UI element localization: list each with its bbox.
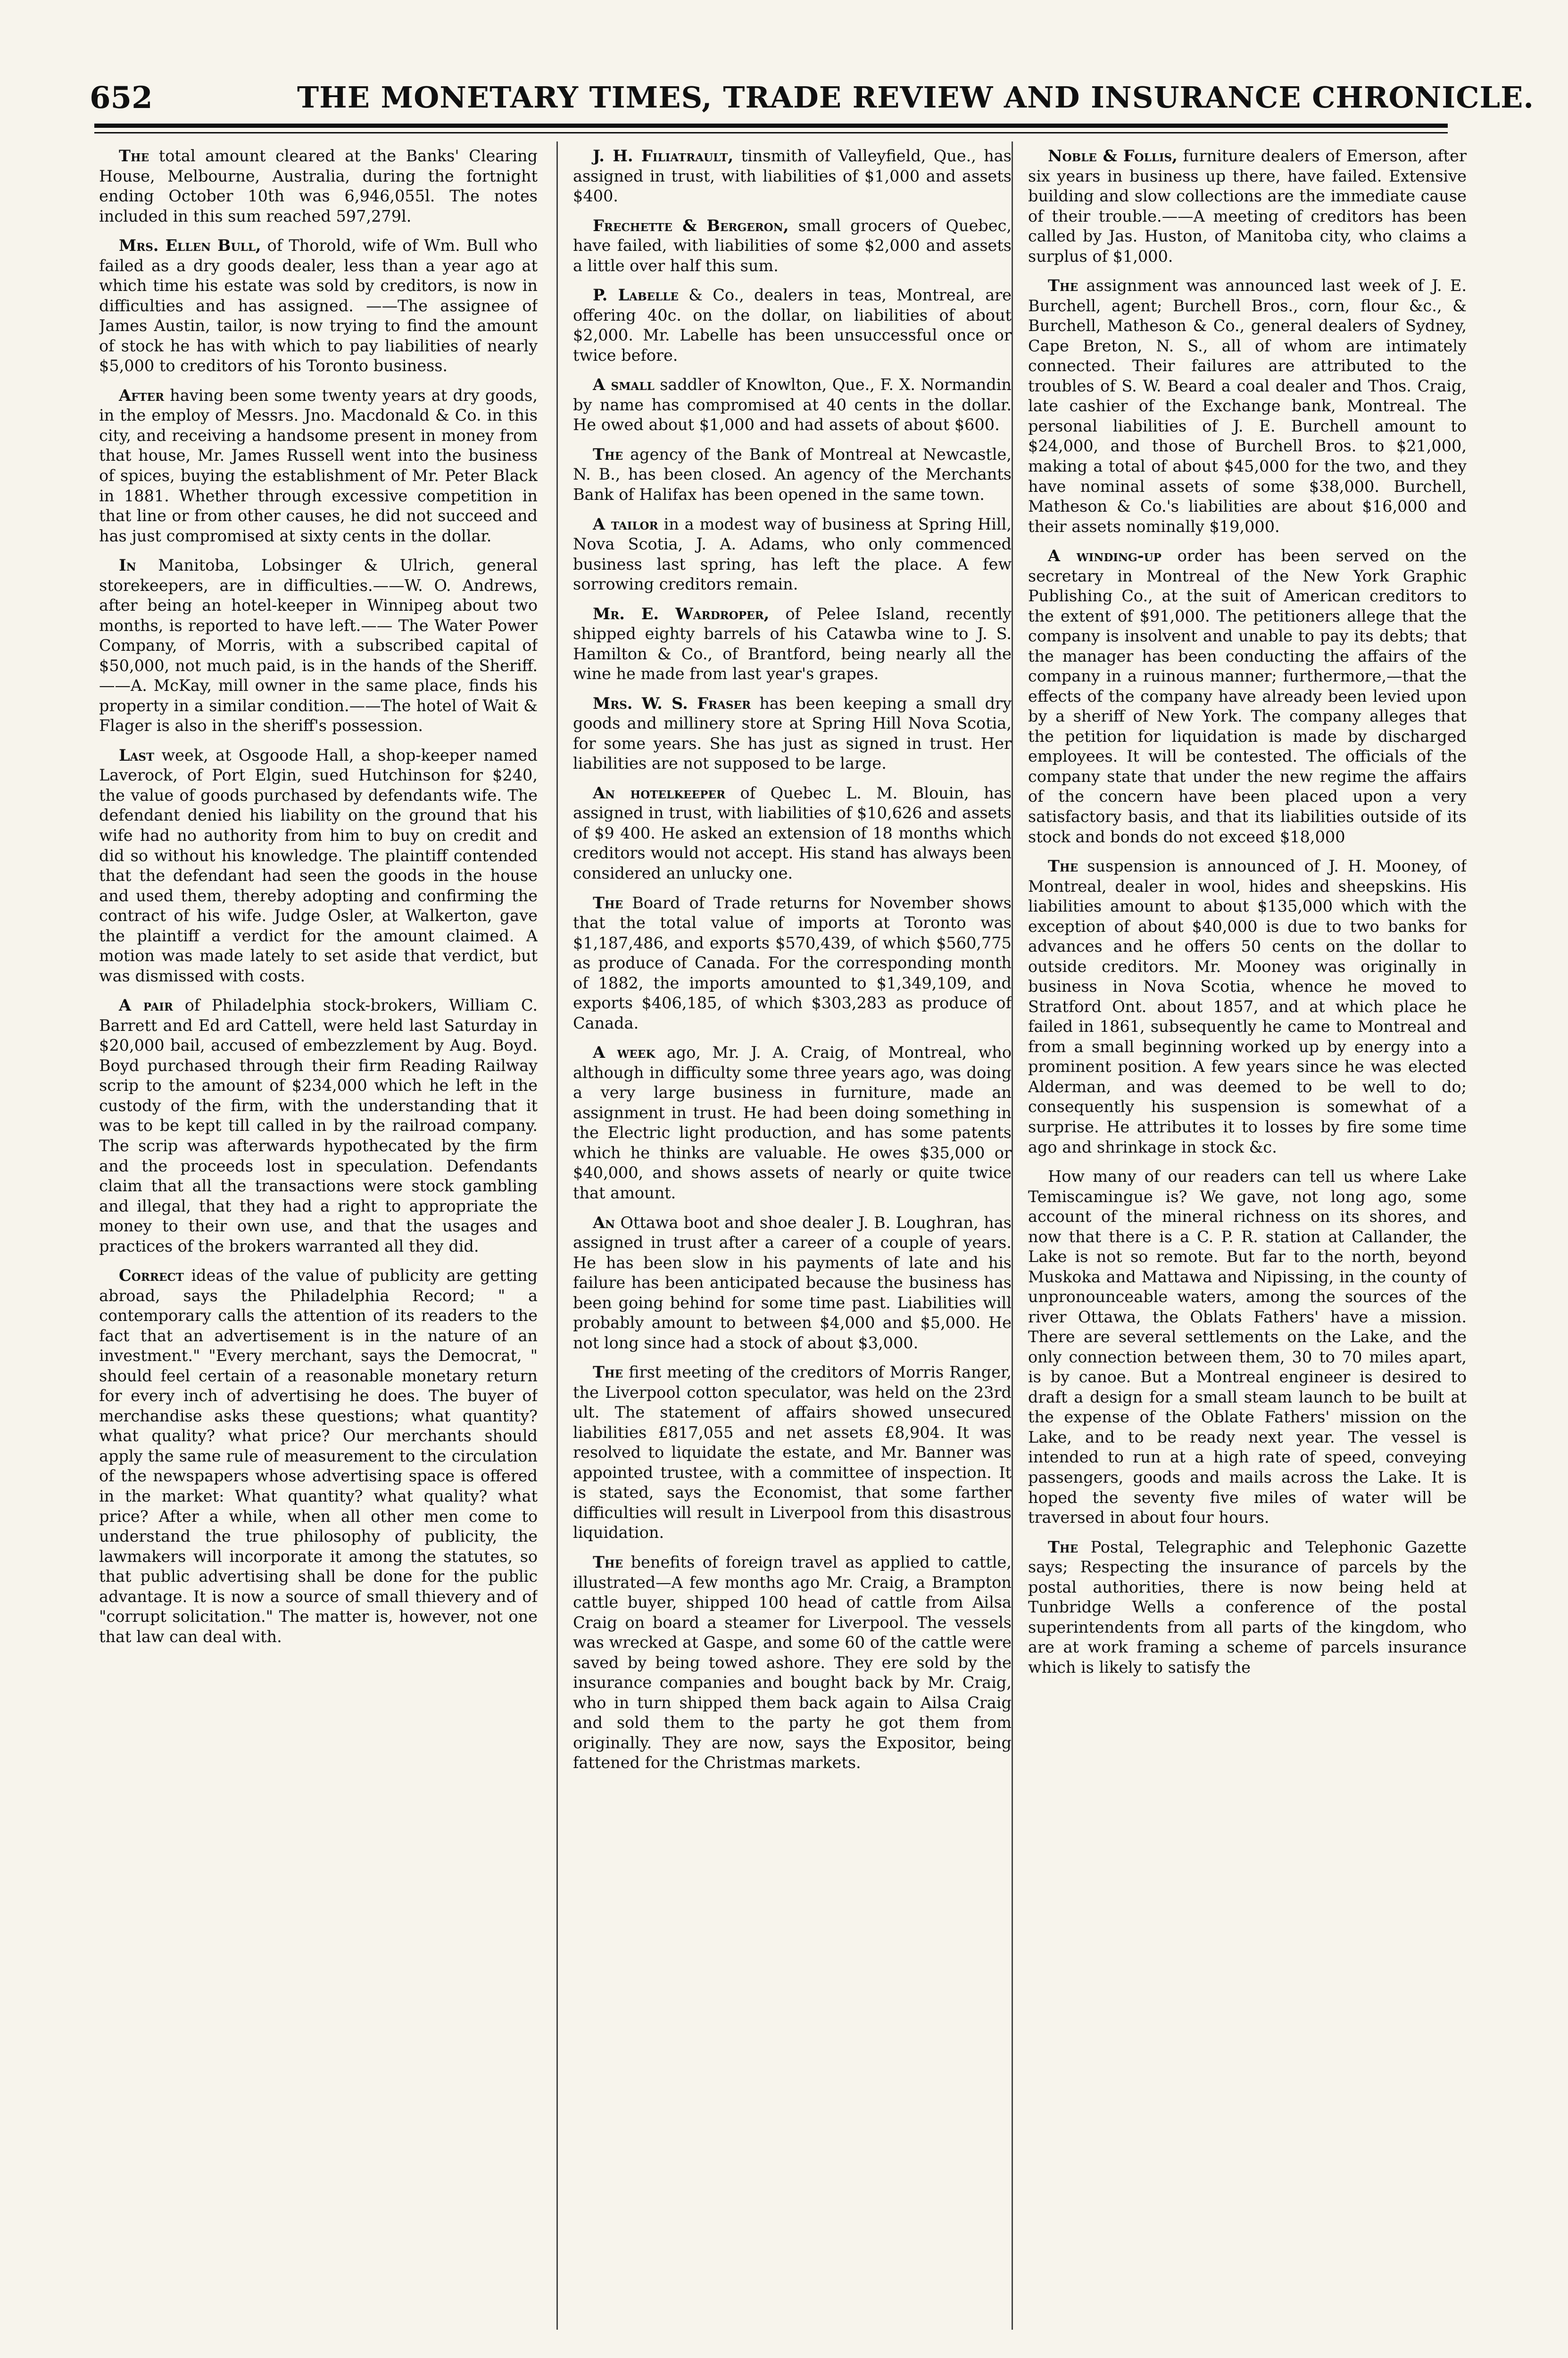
paragraph-lead: The	[593, 1363, 623, 1382]
article-paragraph	[99, 556, 538, 736]
paragraph-text: & Co., dealers in teas, Montreal, are offering 40c. on the dollar, on liabilities of about $2,000. Mr. Labelle has been unsuccessful once or twice before.	[573, 286, 1012, 365]
article-paragraph	[1028, 146, 1467, 266]
paragraph-lead: Mr. E. Wardroper,	[593, 604, 770, 623]
paragraph-lead: The	[119, 147, 149, 165]
paragraph-lead: Last	[119, 746, 155, 764]
paragraph-lead: The	[593, 893, 623, 912]
article-paragraph	[573, 285, 1012, 365]
paragraph-text: ideas of the value of publicity are getting abroad, says the Philadelphia Record; " a contemporary calls the attention of its readers to the fact that an advertisement is in the nature of an investment." "Every merchant, says the Democrat, " should feel certain of a reasonable monetary return for every inch of advertising he does. The buyer of merchandise asks these questions; what quantity? what quality? what price? Our merchants should apply the same rule of measurement to the circulation of the newspapers whose advertising space is offered in the market: What quantity? what quality? what price? After a while, when all other men come to understand the true philosophy of publicity, the lawmakers will incorporate it among the statutes, so that public advertising shall be done for the public advantage. It is now a source of small thievery and of "corrupt solicitation." The matter is, however, not one that law can deal with.	[99, 1266, 538, 1646]
paragraph-lead: After	[119, 386, 165, 405]
article-paragraph	[573, 445, 1012, 505]
article-paragraph	[573, 783, 1012, 884]
paragraph-text: agency of the Bank of Montreal at Newcastle, N. B., has been closed. An agency of the Merchants Bank of Halifax has been opened in the same town.	[573, 445, 1012, 504]
article-paragraph	[573, 893, 1012, 1034]
article-paragraph	[573, 146, 1012, 207]
running-head-title: THE MONETARY TIMES, TRADE REVIEW AND INSURANCE CHRONICLE.	[297, 80, 1534, 115]
column-divider	[1012, 141, 1013, 2330]
paragraph-lead: The	[1048, 857, 1079, 876]
paragraph-lead: A tailor	[593, 515, 658, 533]
header-rule-thin	[94, 132, 1448, 133]
article-paragraph	[1028, 546, 1467, 847]
article-paragraph	[573, 604, 1012, 684]
paragraph-lead: The	[593, 445, 623, 464]
column-divider	[556, 141, 558, 2330]
paragraph-lead: Mrs. W. S. Fraser	[593, 694, 751, 713]
paragraph-lead: Mrs. Ellen Bull,	[119, 236, 261, 255]
paragraph-lead: The	[1048, 276, 1079, 295]
paragraph-text: first meeting of the creditors of Morris Ranger, the Liverpool cotton speculator, was held on the 23rd ult. The statement of affairs showed unsecured liabilities £817,055 and net assets £8,904. It was resolved to liquidate the estate, and Mr. Banner was appointed trustee, with a committee of inspection. It is stated, says the Economist, that some farther difficulties will result in Liverpool from this disastrous liquidation.	[573, 1363, 1012, 1542]
paragraph-text: tinsmith of Valleyfield, Que., has assigned in trust, with liabilities of $1,000 and assets $400.	[573, 147, 1012, 206]
paragraph-lead: Frechette & Bergeron,	[593, 216, 789, 235]
paragraph-lead: P. Labelle	[593, 286, 679, 305]
paragraph-text: of Philadelphia stock-brokers, William C. Barrett and Ed ard Cattell, were held last Saturday in $20,000 bail, accused of embezzlement by Aug. Boyd. Boyd purchased through their firm Reading Railway scrip to the amount of $234,000 which he left in the custody of the firm, with the understanding that it was to be kept till called in by the railroad company. The scrip was afterwards hypothecated by the firm and the proceeds lost in speculation. Defendants claim that all the transactions were stock gambling and illegal, that they had a right to appropriate the money to their own use, and that the usages and practices of the brokers warranted all they did.	[99, 996, 538, 1255]
paragraph-text: week, at Osgoode Hall, a shop-keeper named Laverock, of Port Elgin, sued Hutchinson for $240, the value of goods purchased by defendants wife. The defendant denied his liability on the ground that his wife had no authority from him to buy on credit and did so without his knowledge. The plaintiff contended that the defendant had seen the goods in the house and used them, thereby adopting and confirming the contract of his wife. Judge Osler, at Walkerton, gave the plaintiff a verdict for the amount claimed. A motion was made lately to set aside that verdict, but was dismissed with costs.	[99, 746, 538, 985]
paragraph-text: order has been served on the secretary in Montreal of the New York Graphic Publishing Co., at the suit of American creditors to the extent of $91,000. The petitioners allege that the company is insolvent and unable to pay its debts; that the manager has been conducting the affairs of the company in a ruinous manner; furthermore,—that the effects of the company have already been levied upon by a sheriff of New York. The company alleges that the petition for liquidation is made by discharged employees. It will be contested. The officials of the company state that under the new regime the affairs of the concern have been placed upon a very satisfactory basis, and that its liabilities outside of its stock and bonds do not exceed $18,000	[1028, 547, 1467, 846]
paragraph-text: assignment was announced last week of J. E. Burchell, agent; Burchell Bros., corn, flour &c., & Burchell, Matheson & Co., general dealers of Sydney, Cape Breton, N. S., all of whom are intimately connected. Their failures are attributed to the troubles of S. W. Beard a coal dealer and Thos. Craig, late cashier of the Exchange bank, Montreal. The personal liabilities of J. E. Burchell amount to $24,000, and those of Burchell Bros. to $21,000, making a total of about $45,000 for the two, and they have nominal assets of some $38,000. Burchell, Matheson & Co.'s liabilities are about $16,000 and their assets nominally $19,000.	[1028, 276, 1467, 536]
paragraph-lead: Correct	[119, 1266, 184, 1285]
paragraph-text: in a modest way of business at Spring Hill, Nova Scotia, J. A. Adams, who only commenced business last spring, has left the place. A few sorrowing creditors remain.	[573, 515, 1012, 594]
paragraph-lead: An	[593, 1213, 615, 1232]
page-number: 652	[90, 80, 153, 116]
paragraph-text: furniture dealers of Emerson, after six years in business up there, have failed. Extensive building and slow collections are the immediate cause of their trouble.——A meeting of creditors has been called by Jas. Huston, of Manitoba city, who claims a surplus of $1,000.	[1028, 147, 1467, 266]
article-paragraph	[99, 146, 538, 226]
article-paragraph	[1028, 1537, 1467, 1678]
paragraph-text: has been keeping a small dry goods and millinery store at Spring Hill Nova Scotia, for some years. She has just as signed in trust. Her liabilities are not supposed to be large.	[573, 694, 1012, 773]
paragraph-text: of Thorold, wife of Wm. Bull who failed as a dry goods dealer, less than a year ago at which time his estate was sold by creditors, is now in difficulties and has assigned. ——The assignee of James Austin, tailor, is now trying to find the amount of stock he has with which to pay liabilities of nearly $5,000 to creditors of his Toronto business.	[99, 236, 538, 375]
paragraph-text: small grocers of Quebec, have failed, with liabilities of some $2,000 and assets a little over half this sum.	[573, 216, 1012, 275]
paragraph-lead: In	[119, 556, 136, 575]
paragraph-lead: The	[1048, 1537, 1079, 1556]
paragraph-lead: A pair	[119, 996, 174, 1015]
article-paragraph	[573, 1213, 1012, 1353]
article-paragraph	[1028, 856, 1467, 1157]
column-3	[1028, 146, 1467, 2330]
paragraph-lead: J. H. Filiatrault,	[593, 147, 734, 165]
paragraph-text: Board of Trade returns for November shows that the total value of imports at Toronto was $1,187,486, and exports $570,439, of which $560,775 as produce of Canada. For the corresponding month of 1882, the imports amounted to $1,349,109, and exports $406,185, of which $303,283 as produce of Canada.	[573, 893, 1012, 1032]
paragraph-text: Ottawa boot and shoe dealer J. B. Loughran, has assigned in trust after a career of a couple of years. He has been slow in his payments of late and his failure has been anticipated because the business has been going behind for some time past. Liabilities will probably amount to between $4,000 and $5,000. He not long since had a stock of about $3,000.	[573, 1213, 1012, 1352]
article-paragraph	[573, 1043, 1012, 1203]
article-paragraph	[99, 996, 538, 1256]
paragraph-lead: Noble & Follis,	[1048, 147, 1178, 165]
article-paragraph	[573, 1362, 1012, 1543]
article-paragraph	[573, 216, 1012, 276]
paragraph-text: total amount cleared at the Banks' Clearing House, Melbourne, Australia, during the fortnight ending October 10th was 6,946,055l. The notes included in this sum reached 597,279l.	[99, 147, 538, 225]
article-paragraph	[573, 1553, 1012, 1773]
paragraph-text: of Quebec L. M. Blouin, has assigned in trust, with liabilities of $10,626 and assets of $9 400. He asked an extension of 18 months which creditors would not accept. His stand has always been considered an unlucky one.	[573, 783, 1012, 882]
paragraph-lead: An hotelkeeper	[593, 783, 726, 802]
paragraph-lead: A small	[593, 375, 655, 394]
paragraph-text: ago, Mr. J. A. Craig, of Montreal, who although in difficulty some three years ago, was doing a very large business in furniture, made an assignment in trust. He had been doing something in the Electric light production, and has some patents which he thinks are valuable. He owes $35,000 or $40,000, and shows assets of nearly or quite twice that amount.	[573, 1043, 1012, 1202]
paragraph-text: of Pelee Island, recently shipped eighty barrels of his Catawba wine to J. S. Hamilton & Co., of Brantford, being nearly all the wine he made from last year's grapes.	[573, 604, 1012, 683]
paragraph-text: suspension is announced of J. H. Mooney, of Montreal, dealer in wool, hides and sheepskins. His liabilities amount to about $135,000 which with the exception of about $40,000 is due to two banks for advances and he offers 50 cents on the dollar to outside creditors. Mr. Mooney was originally in business in Nova Scotia, whence he moved to Stratford Ont. about 1857, and at which place he failed in 1861, subsequently he came to Montreal and from a small beginning worked up by energy into a prominent position. A few years since he was elected Alderman, and was deemed to be well to do; consequently his suspension is somewhat of a surprise. He attributes it to losses by fire some time ago and shrinkage in stock &c.	[1028, 857, 1467, 1156]
paragraph-text: saddler of Knowlton, Que., F. X. Normandin by name has compromised at 40 cents in the dollar. He owed about $1,000 and had assets of about $600.	[573, 375, 1012, 434]
paragraph-text: How many of our readers can tell us where Lake Temiscamingue is? We gave, not long ago, some account of the mineral richness on its shores, and now that there is a C. P. R. station at Callander, the Lake is not so remote. But far to the north, beyond Muskoka and Mattawa and Nipissing, in the county of unpronounceable waters, among the sources of the river Ottawa, the Oblats Fathers' have a mission. There are several settlements on the Lake, and the only connection between them, 30 to 70 miles apart, is by canoe. But a Montreal engineer is desired to draft a design for a small steam launch to be built at the expense of the Oblate Fathers' mission on the Lake, and to be ready next year. The vessel is intended to run at a high rate of speed, conveying passengers, goods and mails across the Lake. It is hoped the seventy five miles of water will be traversed in about four hours.	[1028, 1167, 1467, 1527]
header-rule-thick	[94, 124, 1448, 128]
paragraph-text: Manitoba, Lobsinger & Ulrich, general storekeepers, are in difficulties.——W. O. Andrews, after being an hotel-keeper in Winnipeg about two months, is reported to have left.—— The Water Power Company, of Morris, with a subscribed capital of $50,000, not much paid, is in the hands of the Sheriff.——A. McKay, mill owner in the same place, finds his property in a similar condition.——The hotel of Wait & Flager is also in the sheriff's possession.	[99, 556, 538, 735]
paragraph-text: benefits of foreign travel as applied to cattle, illustrated—A few months ago Mr. Craig, a Brampton cattle buyer, shipped 100 head of cattle from Ailsa Craig on board a steamer for Liverpool. The vessels was wrecked at Gaspe, and some 60 of the cattle were saved by being towed ashore. They ere sold by the insurance companies and bought back by Mr. Craig, who in turn shipped them back again to Ailsa Craig and sold them to the party he got them from originally. They are now, says the Expositor, being fattened for the Christmas markets.	[573, 1553, 1012, 1772]
article-paragraph	[99, 386, 538, 546]
column-2	[573, 146, 1012, 2330]
article-paragraph	[1028, 1167, 1467, 1528]
article-paragraph	[99, 746, 538, 986]
paragraph-text: Postal, Telegraphic and Telephonic Gazette says; Respecting the insurance of parcels by the postal authorities, there is now being held at Tunbridge Wells a conference of the postal superintendents from all parts of the kingdom, who are at work framing a scheme of parcels insurance which is likely to satisfy the	[1028, 1537, 1467, 1677]
paragraph-lead: A winding-up	[1048, 547, 1161, 565]
article-paragraph	[99, 236, 538, 376]
article-paragraph	[573, 375, 1012, 435]
paragraph-lead: The	[593, 1553, 623, 1571]
paragraph-lead: A week	[593, 1043, 655, 1062]
article-paragraph	[1028, 276, 1467, 537]
page-header	[90, 80, 1534, 123]
article-paragraph	[99, 1266, 538, 1647]
column-1	[99, 146, 538, 2330]
article-paragraph	[573, 515, 1012, 595]
article-paragraph	[573, 694, 1012, 774]
paragraph-text: having been some twenty years at dry goods, in the employ of Messrs. Jno. Macdonald & Co. in this city, and receiving a handsome present in money from that house, Mr. James Russell went into the business of spices, buying the establishment of Mr. Peter Black in 1881. Whether through excessive competition in that line or from other causes, he did not succeed and has just compromised at sixty cents in the dollar.	[99, 386, 538, 545]
